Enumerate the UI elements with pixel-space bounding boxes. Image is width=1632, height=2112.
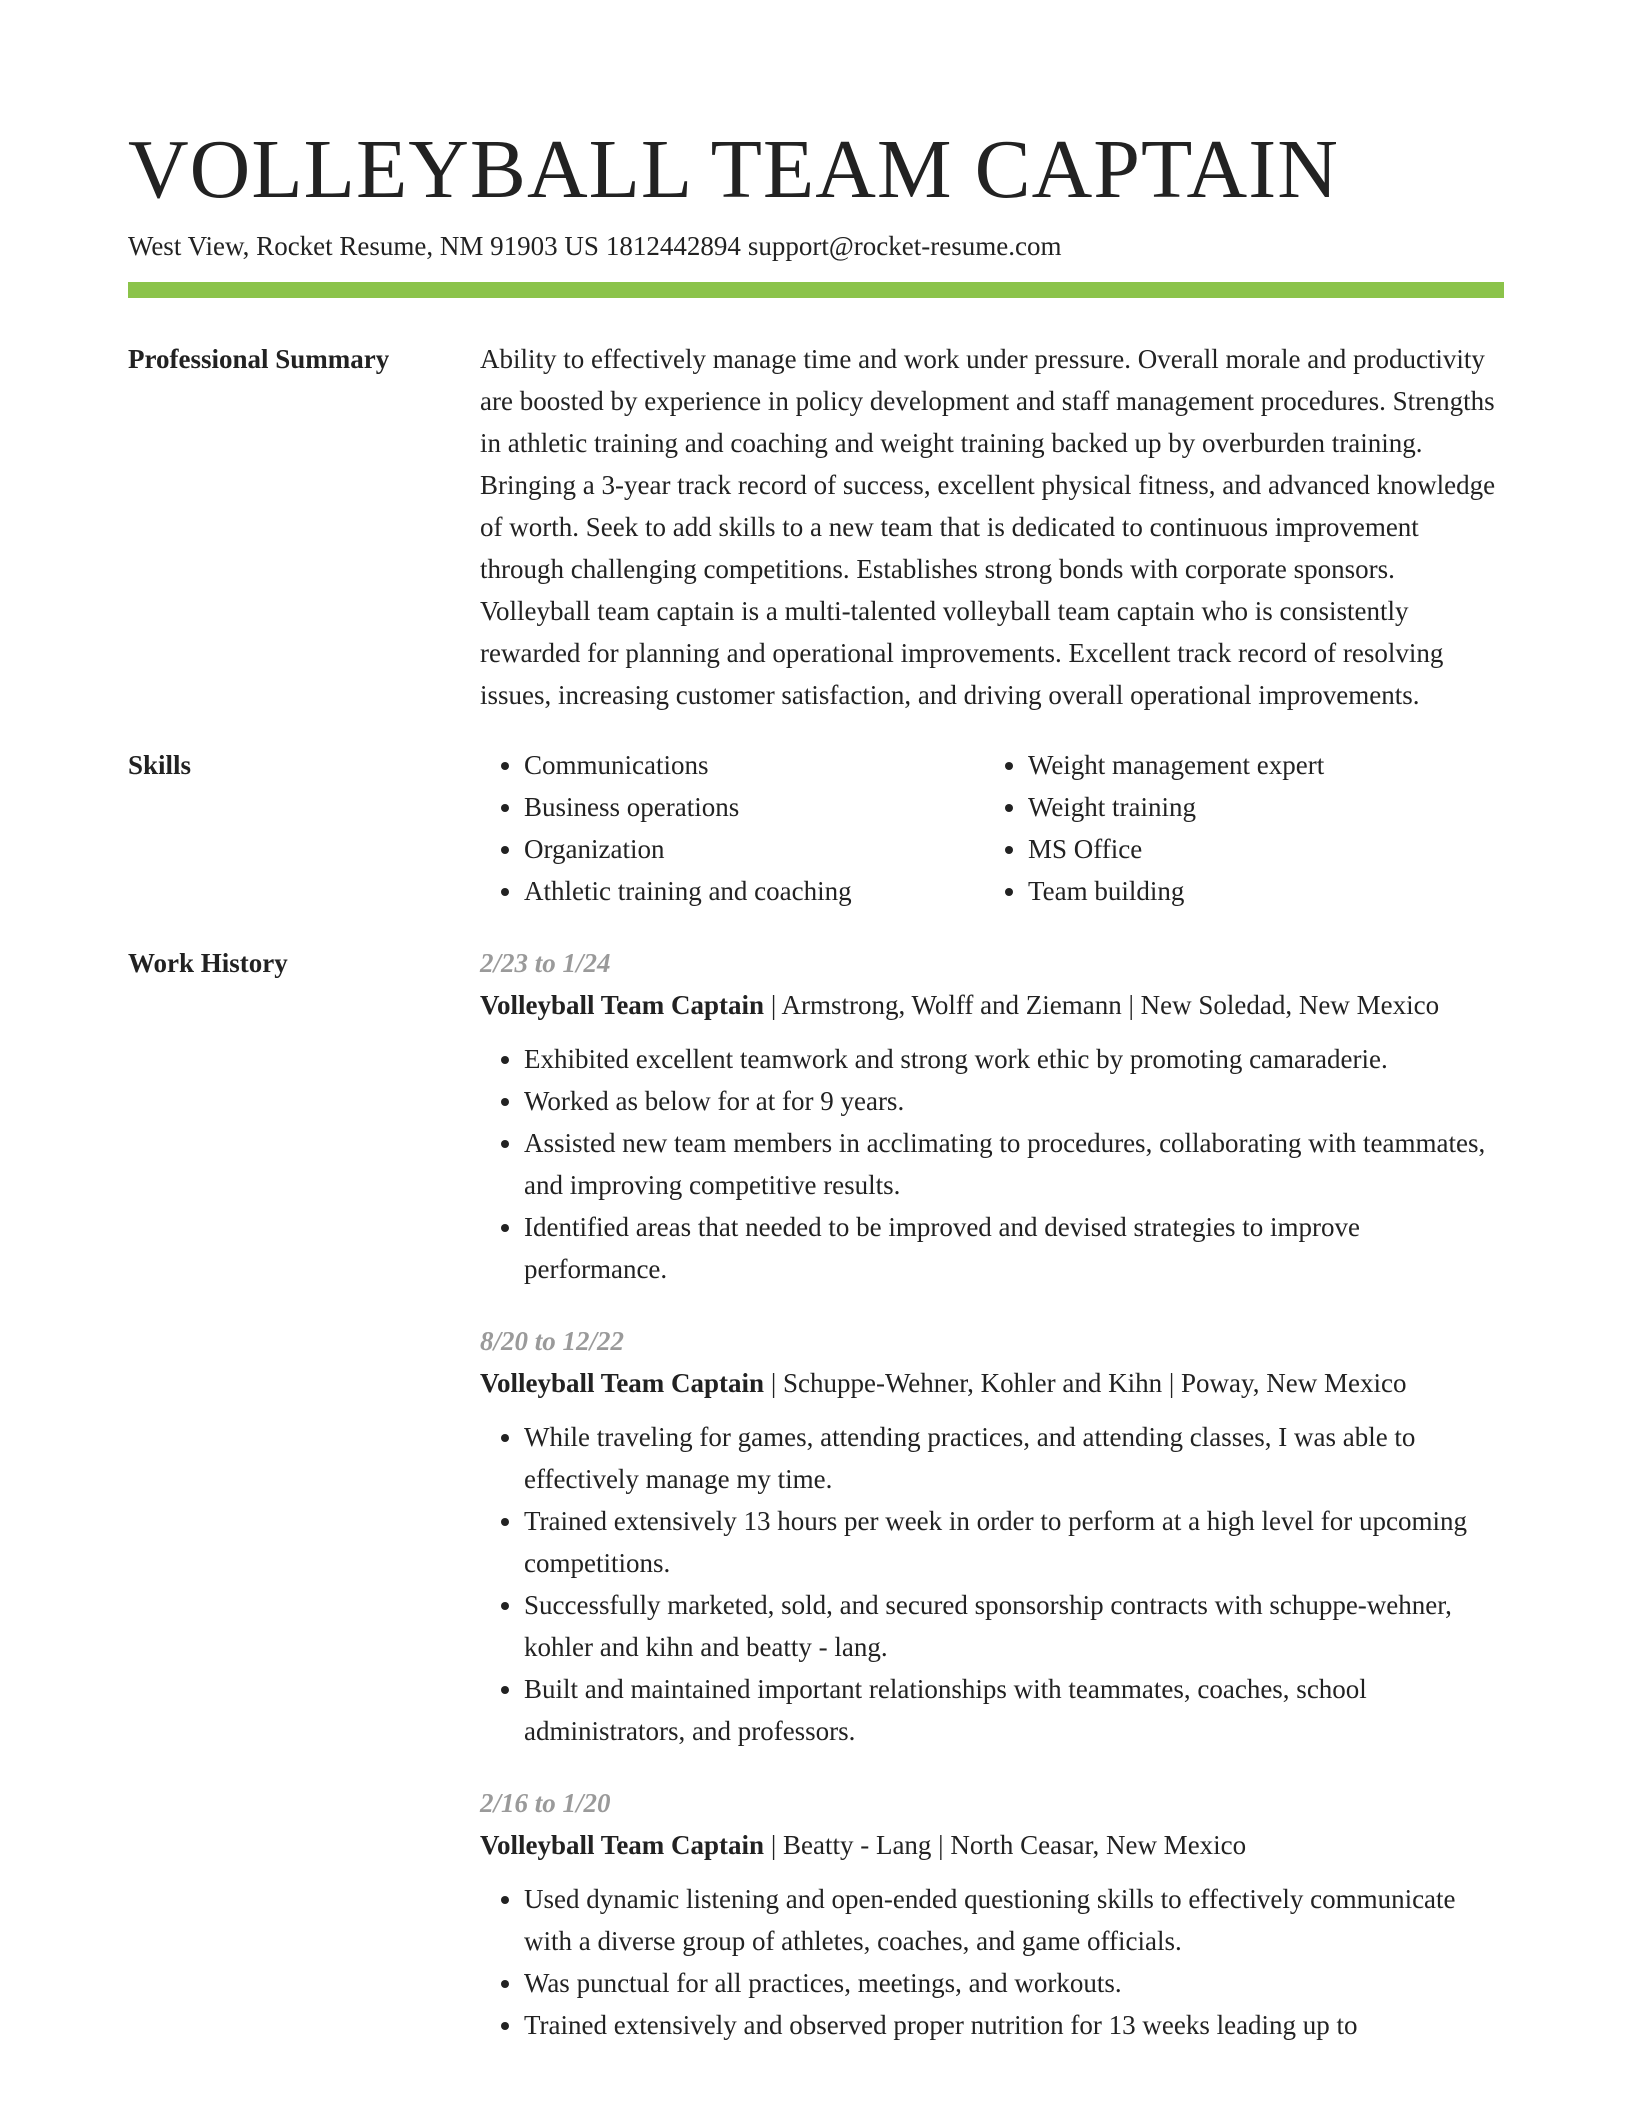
job-bullet: • Worked as below for at for 9 years. (524, 1080, 1504, 1122)
contact-line (128, 228, 1504, 264)
contact-email[interactable]: support@rocket-resume.com (747, 231, 1062, 261)
skill-item: • Communications (524, 744, 984, 786)
work-history-heading: Work History (128, 948, 288, 978)
job-bullet: • Trained extensively and observed proper nutrition for 13 weeks leading up to (524, 2004, 1504, 2046)
job-details: | Schuppe-Wehner, Kohler and Kihn | Poway, New Mexico (764, 1368, 1407, 1398)
job-bullet: • Built and maintained important relationships with teammates, coaches, school administrators, and professors. (524, 1668, 1504, 1752)
job-dates: 2/23 to 1/24 (480, 948, 611, 978)
contact-phone: 1812442894 (605, 231, 741, 261)
skills-list-left (480, 744, 984, 912)
job-bullet: • Successfully marketed, sold, and secured sponsorship contracts with schuppe-wehner, kohler and kihn and beatty - lang. (524, 1584, 1504, 1668)
resume-page (128, 120, 1504, 2076)
skill-item: • Athletic training and coaching (524, 870, 984, 912)
contact-address: West View, Rocket Resume, NM 91903 US (128, 231, 599, 261)
summary-heading: Professional Summary (128, 344, 390, 374)
job-bullet: • Assisted new team members in acclimating to procedures, collaborating with teammates, and improving competitive results. (524, 1122, 1504, 1206)
job-bullet: • Exhibited excellent teamwork and strong work ethic by promoting camaraderie. (524, 1038, 1504, 1080)
job-bullet: • Trained extensively 13 hours per week in order to perform at a high level for upcoming competitions. (524, 1500, 1504, 1584)
skill-item: • Weight training (1028, 786, 1504, 828)
header-divider (128, 282, 1504, 298)
job-title: Volleyball Team Captain (480, 1368, 765, 1398)
job-bullets (480, 1416, 1504, 1752)
job-header (480, 1824, 1504, 1866)
skill-item: • Team building (1028, 870, 1504, 912)
job-dates: 2/16 to 1/20 (480, 1788, 611, 1818)
job-bullets (480, 1878, 1504, 2046)
summary-text: Ability to effectively manage time and work under pressure. Overall morale and productivity are boosted by experience in policy development and staff management procedures. Strengths in athletic training and coaching and weight training backed up by overburden training. Bringing a 3-year track record of success, excellent physical fitness, and advanced knowledge of worth. Seek to add skills to a new team that is dedicated to continuous improvement through challenging competitions. Establishes strong bonds with corporate sponsors. Volleyball team captain is a multi-talented volleyball team captain who is consistently rewarded for planning and operational improvements. Excellent track record of resolving issues, increasing customer satisfaction, and driving overall operational improvements. (480, 344, 1496, 710)
skills-heading: Skills (128, 750, 192, 780)
job-bullet: • While traveling for games, attending practices, and attending classes, I was able to effectively manage my time. (524, 1416, 1504, 1500)
job-bullets (480, 1038, 1504, 1290)
job-entry (480, 1782, 1504, 2046)
job-bullet: • Identified areas that needed to be improved and devised strategies to improve performance. (524, 1206, 1504, 1290)
resume-name: VOLLEYBALL TEAM CAPTAIN (128, 123, 1339, 216)
skills-section (128, 744, 1504, 912)
job-bullet: • Was punctual for all practices, meetings, and workouts. (524, 1962, 1504, 2004)
job-dates: 8/20 to 12/22 (480, 1326, 625, 1356)
job-entry (480, 1320, 1504, 1752)
job-details: | Armstrong, Wolff and Ziemann | New Soledad, New Mexico (764, 990, 1440, 1020)
job-entry (480, 942, 1504, 1290)
work-history-section (128, 942, 1504, 2076)
skill-item: • Business operations (524, 786, 984, 828)
summary-section (128, 338, 1504, 716)
job-title: Volleyball Team Captain (480, 1830, 765, 1860)
job-details: | Beatty - Lang | North Ceasar, New Mexico (764, 1830, 1247, 1860)
job-title: Volleyball Team Captain (480, 990, 765, 1020)
skills-list-right (984, 744, 1504, 912)
skill-item: • Weight management expert (1028, 744, 1504, 786)
job-bullet: • Used dynamic listening and open-ended questioning skills to effectively communicate with a diverse group of athletes, coaches, and game officials. (524, 1878, 1504, 1962)
skill-item: • Organization (524, 828, 984, 870)
job-header (480, 984, 1504, 1026)
skill-item: • MS Office (1028, 828, 1504, 870)
job-header (480, 1362, 1504, 1404)
